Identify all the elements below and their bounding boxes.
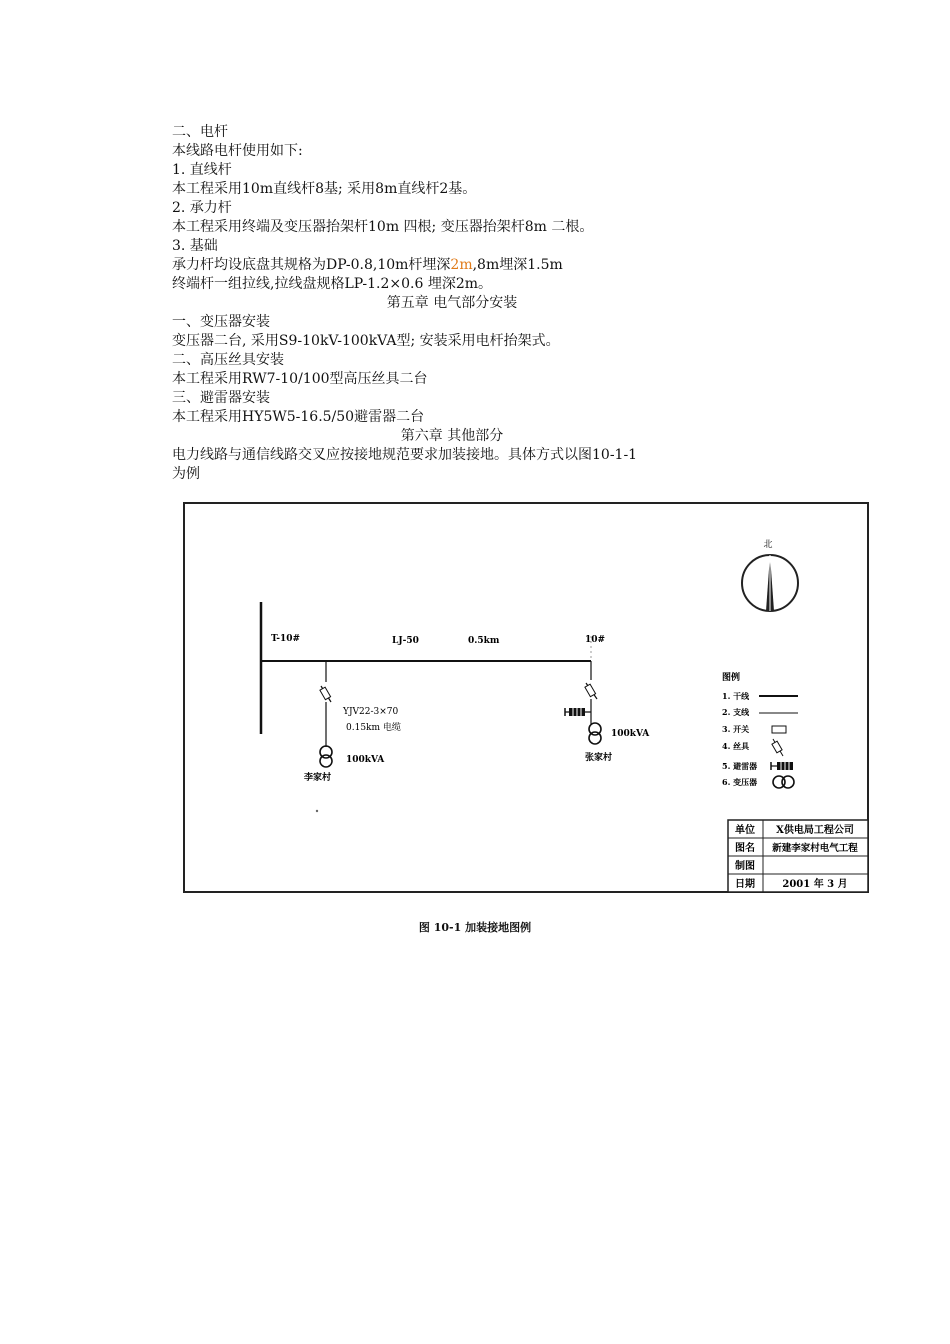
text-line: 本工程采用10m直线杆8基; 采用8m直线杆2基。 (172, 181, 477, 197)
cable-spec-label: YJV22-3×70 (343, 707, 399, 717)
text-line: 为例 (172, 466, 200, 482)
legend-item-switch: 3. 开关 (722, 724, 750, 734)
text-segment: 承力杆均设底盘其规格为DP-0.8,10m杆埋深 (172, 257, 451, 273)
text-line: 终端杆一组拉线,拉线盘规格LP-1.2×0.6 埋深2m。 (172, 276, 493, 292)
legend-title: 图例 (722, 673, 741, 683)
title-block-unit-value: X供电局工程公司 (776, 825, 854, 836)
title-block-date-label: 日期 (735, 879, 755, 890)
transformer-icon (589, 723, 601, 744)
left-branch (303, 661, 401, 812)
end-pole-label: 10# (585, 635, 606, 645)
title-block-unit-label: 单位 (735, 825, 755, 836)
document-body (172, 123, 772, 484)
fuse-icon (320, 686, 331, 702)
lightning-arrester-icon (771, 762, 793, 770)
text-line: 3. 基础 (172, 238, 218, 254)
text-line: 一、变压器安装 (172, 314, 270, 330)
text-segment: ,8m埋深1.5m (472, 257, 563, 273)
north-label: 北 (763, 540, 773, 550)
text-line: 1. 直线杆 (172, 162, 232, 178)
text-line: 本工程采用终端及变压器抬架杆10m 四根; 变压器抬架杆8m 二根。 (172, 219, 594, 235)
line-length-label: 0.5km (468, 636, 500, 646)
title-block-name-label: 图名 (735, 843, 755, 854)
right-branch (565, 661, 650, 763)
text-line: 2. 承力杆 (172, 200, 232, 216)
text-line: 电力线路与通信线路交叉应按接地规范要求加装接地。具体方式以图10-1-1 (172, 447, 638, 463)
text-line (172, 256, 772, 275)
chapter-heading: 第六章 其他部分 (400, 428, 504, 444)
text-line: 本工程采用RW7-10/100型高压丝具二台 (172, 371, 428, 387)
grounding-diagram (183, 502, 873, 898)
cable-length-label: 0.15km 电缆 (346, 723, 401, 733)
legend-item-trunk: 1. 干线 (722, 691, 750, 701)
text-line: 本工程采用HY5W5-16.5/50避雷器二台 (172, 409, 425, 425)
title-block (728, 820, 868, 892)
legend-item-fuse: 4. 丝具 (722, 741, 750, 751)
highlighted-value: 2m (450, 257, 473, 273)
legend-item-transformer: 6. 变压器 (722, 777, 758, 787)
transformer-icon (320, 746, 332, 767)
text-line: 二、高压丝具安装 (172, 352, 284, 368)
title-block-name-value: 新建李家村电气工程 (772, 843, 858, 854)
title-block-date-value: 2001 年 3 月 (782, 879, 848, 890)
legend (722, 671, 798, 788)
wire-spec-label: LJ-50 (392, 636, 419, 646)
left-village-label: 李家村 (304, 773, 332, 783)
legend-item-arrester: 5. 避雷器 (722, 761, 758, 771)
chapter-heading: 第五章 电气部分安装 (386, 295, 518, 311)
right-village-label: 张家村 (585, 753, 613, 763)
lightning-arrester-icon (565, 708, 591, 716)
text-line: 变压器二台, 采用S9-10kV-100kVA型; 安装采用电杆抬架式。 (172, 333, 560, 349)
title-block-drafter-label: 制图 (735, 861, 755, 872)
figure-caption: 图 10-1 加装接地图例 (418, 921, 532, 934)
right-transformer-label: 100kVA (611, 729, 650, 739)
legend-item-branch: 2. 支线 (722, 707, 750, 717)
text-line: 三、避雷器安装 (172, 390, 270, 406)
switch-icon (772, 726, 786, 733)
fuse-icon (772, 739, 783, 756)
text-line: 本线路电杆使用如下: (172, 143, 303, 159)
text-line: 二、电杆 (172, 124, 228, 140)
transformer-icon (773, 776, 794, 788)
fuse-icon (585, 683, 597, 699)
left-transformer-label: 100kVA (346, 755, 385, 765)
start-pole-label: T-10# (271, 634, 301, 644)
north-compass (742, 538, 798, 611)
